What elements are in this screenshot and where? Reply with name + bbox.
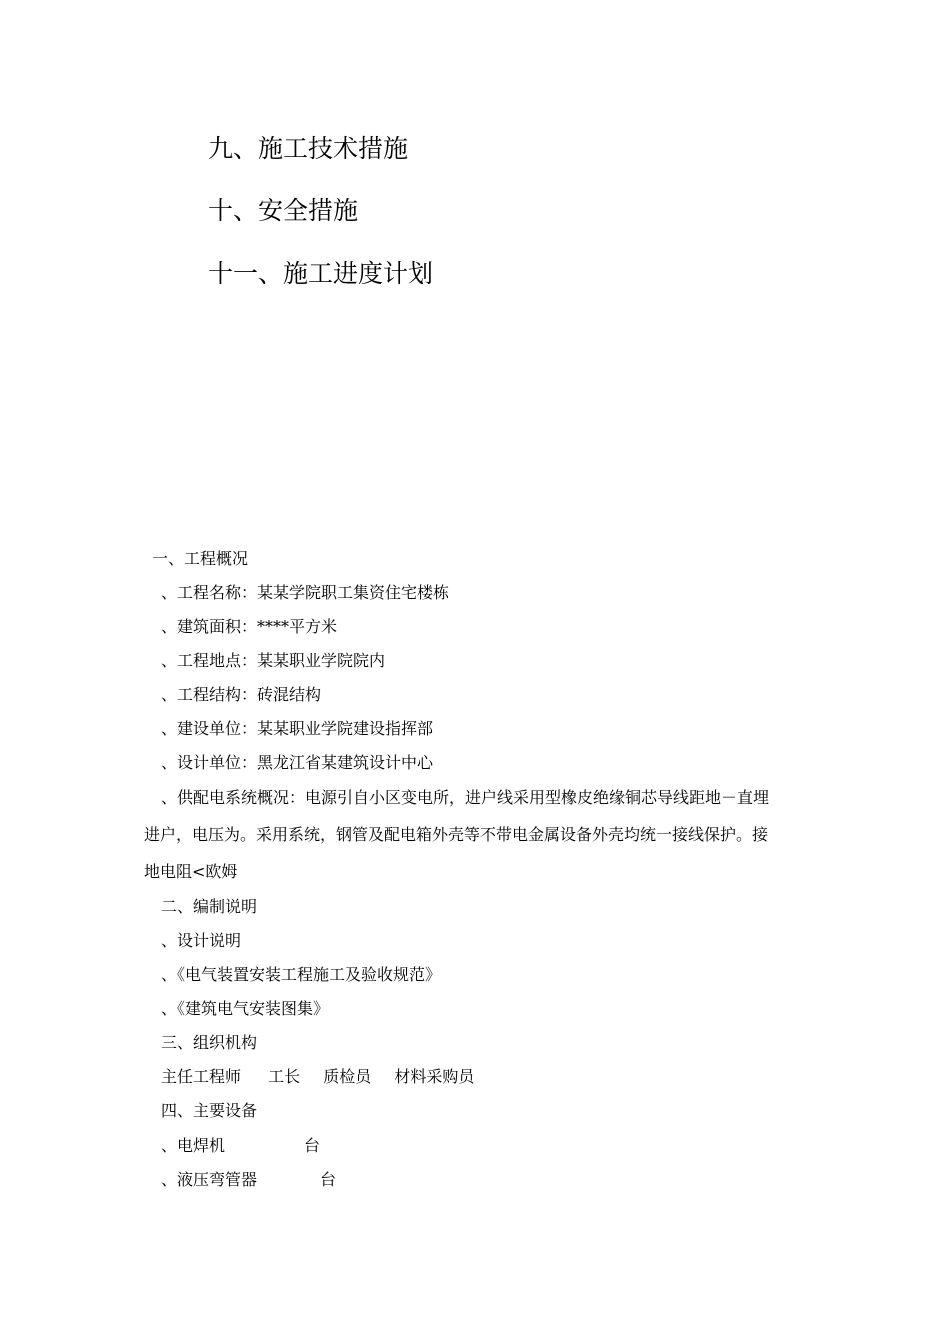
design-note-line: 、设计说明 bbox=[161, 931, 242, 950]
owner-unit-line: 、建设单位：某某职业学院建设指挥部 bbox=[161, 719, 434, 738]
spec-reference-2: 、《建筑电气安装图集》 bbox=[161, 999, 330, 1018]
role-quality-inspector: 质检员 bbox=[323, 1067, 372, 1086]
toc-item-9: 九、施工技术措施 bbox=[208, 134, 409, 163]
equipment-row bbox=[161, 1169, 361, 1191]
toc-item-11: 十一、施工进度计划 bbox=[208, 259, 434, 288]
equipment-name: 、电焊机 bbox=[161, 1136, 226, 1155]
project-name-line: 、工程名称：某某学院职工集资住宅楼栋 bbox=[161, 583, 450, 602]
power-system-line-1: 、供配电系统概况：电源引自小区变电所，进户线采用型橡皮绝缘铜芯导线距地－直埋 bbox=[161, 788, 770, 807]
role-foreman: 工长 bbox=[268, 1067, 301, 1086]
role-chief-engineer: 主任工程师 bbox=[161, 1067, 242, 1086]
design-unit-line: 、设计单位：黑龙江省某建筑设计中心 bbox=[161, 753, 434, 772]
equipment-unit: 台 bbox=[304, 1136, 321, 1155]
project-structure-line: 、工程结构：砖混结构 bbox=[161, 685, 322, 704]
section-heading-equipment: 四、主要设备 bbox=[161, 1101, 258, 1120]
section-heading-overview: 一、工程概况 bbox=[152, 549, 249, 568]
section-heading-organization: 三、组织机构 bbox=[161, 1033, 258, 1052]
power-system-line-2: 进户，电压为。采用系统，钢管及配电箱外壳等不带电金属设备外壳均统一接线保护。接 bbox=[144, 825, 769, 844]
section-heading-compilation: 二、编制说明 bbox=[161, 897, 258, 916]
equipment-name: 、液压弯管器 bbox=[161, 1170, 258, 1189]
equipment-row bbox=[161, 1135, 361, 1157]
organization-roles bbox=[161, 1066, 474, 1088]
equipment-unit: 台 bbox=[320, 1170, 337, 1189]
toc-item-10: 十、安全措施 bbox=[208, 196, 359, 225]
building-area-line: 、建筑面积：****平方米 bbox=[161, 617, 338, 636]
spec-reference-1: 、《电气装置安装工程施工及验收规范》 bbox=[161, 965, 442, 984]
role-material-purchaser: 材料采购员 bbox=[394, 1067, 475, 1086]
power-system-line-3: 地电阻<欧姆 bbox=[144, 862, 238, 881]
project-location-line: 、工程地点：某某职业学院院内 bbox=[161, 651, 386, 670]
